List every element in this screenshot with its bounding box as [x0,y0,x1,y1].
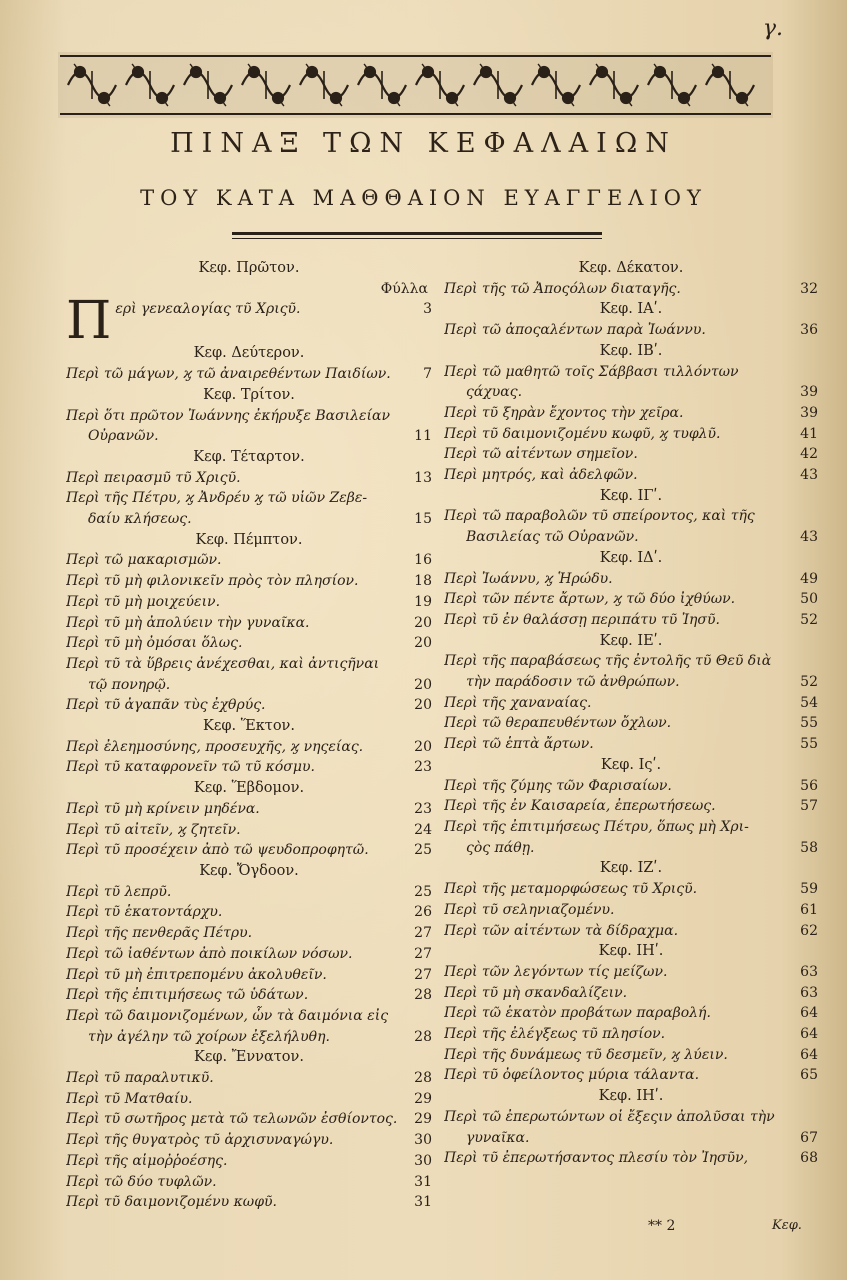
page-number: 49 [800,570,818,587]
table-of-contents-title: ΠΙΝΑΞ ΤΩΝ ΚΕΦΑΛΑΙΩΝ [170,128,677,159]
page-number: 20 [414,738,432,755]
toc-entry [66,488,432,529]
entry-text: Περὶ τῦ μὴ ἐπιτρεπομένυ ἀκολυθεῖν. [66,966,327,983]
floral-ornament-band [58,52,773,118]
page-number: 36 [800,322,818,339]
page-number: 59 [800,881,818,898]
chapter-heading: Κεφ. Δεύτερον. [193,345,305,362]
toc-entry [66,1068,432,1089]
entry-text: Περὶ τῶν πέντε ἄρτων, ϗ τῶ δύο ἰχθύων. [444,591,736,608]
toc-entry [66,737,432,758]
page-number: 43 [800,529,818,546]
entry-continuation: Οὐρανῶν. [88,428,159,445]
page-number: 54 [800,694,818,711]
toc-entry [444,651,818,692]
entry-text: Περὶ τῦ μὴ φιλονικεῖν πρὸς τὸν πλησίον. [66,573,359,590]
toc-entry [444,465,818,486]
toc-entry [444,1024,818,1045]
chapter-heading: Κεφ. Τέταρτον. [193,448,305,465]
entry-text: Περὶ τῆς ἐλέγξεως τῦ πλησίον. [444,1026,666,1043]
page-number: 27 [414,945,432,962]
entry-text: Περὶ τῶ αἰτέντων σημεῖον. [444,446,638,463]
toc-entry [444,962,818,983]
toc-entry [66,1172,432,1193]
page-number: 30 [414,1152,432,1169]
entry-text: Περὶ τῦ μὴ κρίνειν μηδένα. [66,800,260,817]
entry-text: Περὶ τῦ δαιμονιζομένυ κωφῦ, ϗ τυφλῦ. [444,425,721,442]
entry-text: Περὶ τῆς ζύμης τῶν Φαρισαίων. [444,777,672,794]
entry-text: Περὶ ἐλεημοσύνης, προσευχῆς, ϗ νηςείας. [66,738,364,755]
toc-entry [66,882,432,903]
entry-text: Περὶ τῦ παραλυτικῦ. [66,1070,214,1087]
toc-entry [444,279,818,300]
page-number: 50 [800,591,818,608]
toc-entry [444,569,818,590]
title-rule-thick [232,232,602,235]
toc-entry [444,1107,818,1148]
toc-entry [444,1045,818,1066]
page-number: 63 [800,963,818,980]
chapter-heading: Κεφ. Ἕβδομον. [193,780,305,797]
page-number: 11 [414,428,432,445]
page-number: 31 [414,1173,432,1190]
toc-entry [444,693,818,714]
page-number: 52 [800,611,818,628]
entry-text: Περὶ τῦ Ματθαίυ. [66,1090,193,1107]
entry-continuation: ςάχυας. [466,384,523,401]
page-number: 13 [414,469,432,486]
page-number: 3 [423,301,432,318]
page-number: 27 [414,925,432,942]
page-number: 25 [414,842,432,859]
toc-entry [66,923,432,944]
toc-entry [444,817,818,858]
page-number: 57 [800,798,818,815]
page-number: 23 [414,800,432,817]
entry-text: Περὶ τῆς ἐν Καισαρεία, ἐπερωτήσεως. [444,798,716,815]
toc-entry [66,592,432,613]
page-number: 20 [414,697,432,714]
chapter-heading: Κεφ. Πρῶτον. [198,260,300,276]
entry-text: Περὶ τῆς παραβάσεως τῆς ἐντολῆς τῦ Θεῦ διὰ [444,653,772,670]
toc-entry [66,571,432,592]
toc-entry [66,840,432,861]
page-number: 52 [800,674,818,691]
chapter-heading: Κεφ. ΙΒʹ. [599,342,663,359]
page-number: 43 [800,467,818,484]
entry-text: Περὶ τῦ μὴ σκανδαλίζειν. [444,984,628,1001]
entry-text: Περὶ τῶ μάγων, ϗ τῶ ἀναιρεθέντων Παιδίων. [66,366,391,383]
entry-text: Περὶ τῆς ἐπιτιμήσεως Πέτρυ, ὅπως μὴ Χρι- [444,818,749,835]
toc-entry [66,944,432,965]
entry-text: Περὶ τῶ μαθητῶ τοῖς Σάββασι τιλλόντων [444,363,739,380]
page-number: 26 [414,904,432,921]
folio-number: γ. [762,16,783,41]
page-number: 39 [800,384,818,401]
entry-continuation: τὴν παράδοσιν τῶ ἀνθρώπων. [466,674,680,691]
toc-entry [66,654,432,695]
entry-text: Περὶ τῶ ἐπερωτώντων οἱ ἔξεςιν ἀπολῦσαι τὴν [444,1108,775,1125]
entry-text: Περὶ τῆς θυγατρὸς τῦ ἀρχισυναγώγυ. [66,1132,334,1149]
toc-entry [66,406,432,447]
entry-text: Περὶ τῶ ἀποςαλέντων παρὰ Ἰωάννυ. [444,322,706,339]
entry-text: Περὶ τῦ ἑκατοντάρχυ. [66,904,223,921]
left-column [66,258,432,1213]
chapter-heading: Κεφ. ΙΖʹ. [599,860,663,877]
page-number: 64 [800,1046,818,1063]
entry-text: Περὶ τῦ τὰ ὕβρεις ἀνέχεσθαι, καὶ ἀντιςῆναι [66,655,380,672]
toc-entry [444,921,818,942]
toc-entry [66,1151,432,1172]
page-number: 42 [800,446,818,463]
entry-text: Περὶ τῆς δυνάμεως τῦ δεσμεῖν, ϗ λύειν. [444,1046,728,1063]
entry-text: Περὶ τῶ ἑπτὰ ἄρτων. [444,736,594,753]
chapter-heading: Κεφ. ΙΗʹ. [598,1088,664,1105]
toc-entry [444,1148,818,1169]
toc-entry [444,589,818,610]
toc-entry [66,364,432,385]
chapter-heading: Κεφ. Ιςʹ. [600,756,662,773]
page-number: 23 [414,759,432,776]
entry-text: Περὶ τῦ ὀφείλοντος μύρια τάλαντα. [444,1067,700,1084]
entry-text: Περὶ τῆς χαναναίας. [444,694,592,711]
toc-entry [66,613,432,634]
folium-label: Φύλλα [380,280,428,297]
toc-entry [444,900,818,921]
chapter-heading: Κεφ. Ἕκτον. [203,718,295,735]
toc-entry [66,633,432,654]
chapter-heading: Κεφ. Πέμπτον. [195,531,303,548]
toc-entry [444,320,818,341]
drop-capital: Π [66,291,112,352]
chapter-heading: Κεφ. ΙΓʹ. [599,487,663,504]
entry-text: Περὶ τῆς Πέτρυ, ϗ Ἀνδρέυ ϗ τῶ υἱῶν Ζεβε- [66,490,368,507]
entry-text: Περὶ τῦ ἀγαπᾶν τὺς ἐχθρύς. [66,697,266,714]
page-number: 20 [414,676,432,693]
entry-text: Περὶ ὅτι πρῶτον Ἰωάννης ἐκήρυξε Βασιλείαν [66,407,390,424]
toc-entry [66,965,432,986]
chapter-heading: Κεφ. ΙΔʹ. [599,549,663,566]
page-number: 68 [800,1150,818,1167]
entry-text: Περὶ τῶ ἰαθέντων ἀπὸ ποικίλων νόσων. [66,945,353,962]
toc-entry [444,1065,818,1086]
entry-text: Περὶ τῦ μὴ ἀπολύειν τὴν γυναῖκα. [66,614,310,631]
toc-entry [444,776,818,797]
chapter-heading: Κεφ. Ὄγδοον. [199,862,299,879]
entry-text: Περὶ τῦ μὴ ὀμόσαι ὅλως. [66,635,243,652]
page-number: 27 [414,966,432,983]
entry-text: Περὶ τῦ καταφρονεῖν τῶ τῦ κόσμυ. [66,759,315,776]
toc-entry [444,1003,818,1024]
toc-entry [66,757,432,778]
entry-text: Περὶ τῦ λεπρῦ. [66,883,172,900]
entry-text: ερὶ γενεαλογίας τῦ Χριςῦ. [115,301,301,318]
toc-entry [66,550,432,571]
entry-text: Περὶ τῦ σεληνιαζομένυ. [444,901,615,918]
page-number: 63 [800,984,818,1001]
entry-text: Περὶ μητρός, καὶ ἀδελφῶν. [444,467,638,484]
toc-entry [444,444,818,465]
page-number: 55 [800,736,818,753]
page-number: 20 [414,635,432,652]
toc-entry [66,799,432,820]
page-number: 25 [414,883,432,900]
chapter-heading: Κεφ. ΙΗʹ. [598,943,664,960]
page-number: 31 [414,1194,432,1211]
entry-text: Περὶ τῦ σωτῆρος μετὰ τῶ τελωνῶν ἐσθίοντος. [66,1111,398,1128]
entry-text: Περὶ τῆς ἐπιτιμήσεως τῶ ὑδάτων. [66,987,309,1004]
page-number: 58 [800,839,818,856]
toc-entry [444,713,818,734]
entry-text: Περὶ πειρασμῦ τῦ Χριςῦ. [66,469,241,486]
entry-continuation: τὴν ἀγέλην τῶ χοίρων ἐξελήλυθη. [88,1028,330,1045]
entry-text: Περὶ τῶ δαιμονιζομένων, ὧν τὰ δαιμόνια εἰς [66,1007,389,1024]
entry-text: Περὶ τῆς αἱμοῤῥοέσης. [66,1152,228,1169]
entry-continuation: Βασιλείας τῶ Οὐρανῶν. [466,529,639,546]
page-number: 20 [414,614,432,631]
page-number: 18 [414,573,432,590]
entry-text: Περὶ τῆς μεταμορφώσεως τῦ Χριςῦ. [444,881,698,898]
toc-entry [444,610,818,631]
page-number: 16 [414,552,432,569]
toc-entry [66,1109,432,1130]
toc-entry [66,1192,432,1213]
toc-entry [444,983,818,1004]
toc-entry [66,1089,432,1110]
signature-mark: ** 2 [648,1218,676,1234]
entry-text: Περὶ τῆς τῶ Ἀποςόλων διαταγῆς. [444,280,681,297]
entry-text: Περὶ τῦ δαιμονιζομένυ κωφῦ. [66,1194,277,1211]
chapter-heading: Κεφ. Δέκατον. [578,260,684,276]
gospel-subtitle: ΤΟΥ ΚΑΤΑ ΜΑΘΘΑΙΟΝ ΕΥΑΓΓΕΛΙΟΥ [140,186,707,210]
toc-entry [66,291,432,352]
title-rule-thin [232,238,602,239]
entry-text: Περὶ Ἰωάννυ, ϗ Ἡρώδυ. [444,570,613,587]
toc-entry [444,879,818,900]
page-number: 28 [414,987,432,1004]
entry-continuation: τῷ πονηρῷ. [88,676,171,693]
page-number: 24 [414,821,432,838]
toc-entry [444,796,818,817]
page-number: 55 [800,715,818,732]
page-number: 32 [800,280,818,297]
page-number: 29 [414,1111,432,1128]
entry-continuation: γυναῖκα. [466,1129,530,1146]
entry-continuation: ςὸς πάθῃ. [466,839,535,856]
toc-entry [66,902,432,923]
chapter-heading: Κεφ. ΙΑʹ. [599,301,663,318]
page-number: 39 [800,404,818,421]
toc-entry [444,362,818,403]
entry-text: Περὶ τῶ παραβολῶν τῦ σπείροντος, καὶ τῆς [444,508,755,525]
page-number: 30 [414,1132,432,1149]
entry-text: Περὶ τῦ ἐν θαλάσσῃ περιπάτυ τῦ Ἰησῦ. [444,611,720,628]
page-number: 28 [414,1028,432,1045]
toc-entry [66,1130,432,1151]
toc-entry [66,985,432,1006]
catchword: Κεφ. [772,1218,802,1233]
entry-text: Περὶ τῆς πενθερᾶς Πέτρυ. [66,925,253,942]
entry-text: Περὶ τῶ ἑκατὸν προβάτων παραβολή. [444,1005,711,1022]
entry-text: Περὶ τῶ θεραπευθέντων ὄχλων. [444,715,672,732]
entry-text: Περὶ τῦ μὴ μοιχεύειν. [66,593,221,610]
entry-text: Περὶ τῶν αἰτέντων τὰ δίδραχμα. [444,922,679,939]
chapter-heading: Κεφ. Τρίτον. [203,386,295,403]
right-column [444,258,818,1169]
entry-text: Περὶ τῶ δύο τυφλῶν. [66,1173,217,1190]
page-number: 61 [800,901,818,918]
page-number: 67 [800,1129,818,1146]
chapter-heading: Κεφ. Ἔννατον. [194,1049,304,1066]
entry-text: Περὶ τῦ ἐπερωτήσαντος πλεσίυ τὸν Ἰησῦν, [444,1150,749,1167]
entry-continuation: δαίυ κλήσεως. [88,511,192,528]
page-number: 64 [800,1005,818,1022]
page-number: 65 [800,1067,818,1084]
toc-entry [444,424,818,445]
page-number: 29 [414,1090,432,1107]
entry-text: Περὶ τῦ ξηρὰν ἔχοντος τὴν χεῖρα. [444,404,684,421]
toc-entry [66,1006,432,1047]
page-number: 19 [414,593,432,610]
entry-text: Περὶ τῦ αἰτεῖν, ϗ ζητεῖν. [66,821,241,838]
page-number: 41 [800,425,818,442]
toc-entry [444,734,818,755]
toc-entry [444,403,818,424]
toc-entry [444,506,818,547]
entry-text: Περὶ τῶν λεγόντων τίς μείζων. [444,963,668,980]
page-number: 64 [800,1026,818,1043]
page-number: 28 [414,1070,432,1087]
toc-entry [66,820,432,841]
page-number: 62 [800,922,818,939]
entry-text: Περὶ τῶ μακαρισμῶν. [66,552,222,569]
page-number: 15 [414,511,432,528]
toc-entry [66,695,432,716]
page-number: 56 [800,777,818,794]
toc-entry [66,468,432,489]
page-number: 7 [423,366,432,383]
entry-text: Περὶ τῦ προσέχειν ἀπὸ τῶ ψευδοπροφητῶ. [66,842,369,859]
chapter-heading: Κεφ. ΙΕʹ. [599,632,663,649]
